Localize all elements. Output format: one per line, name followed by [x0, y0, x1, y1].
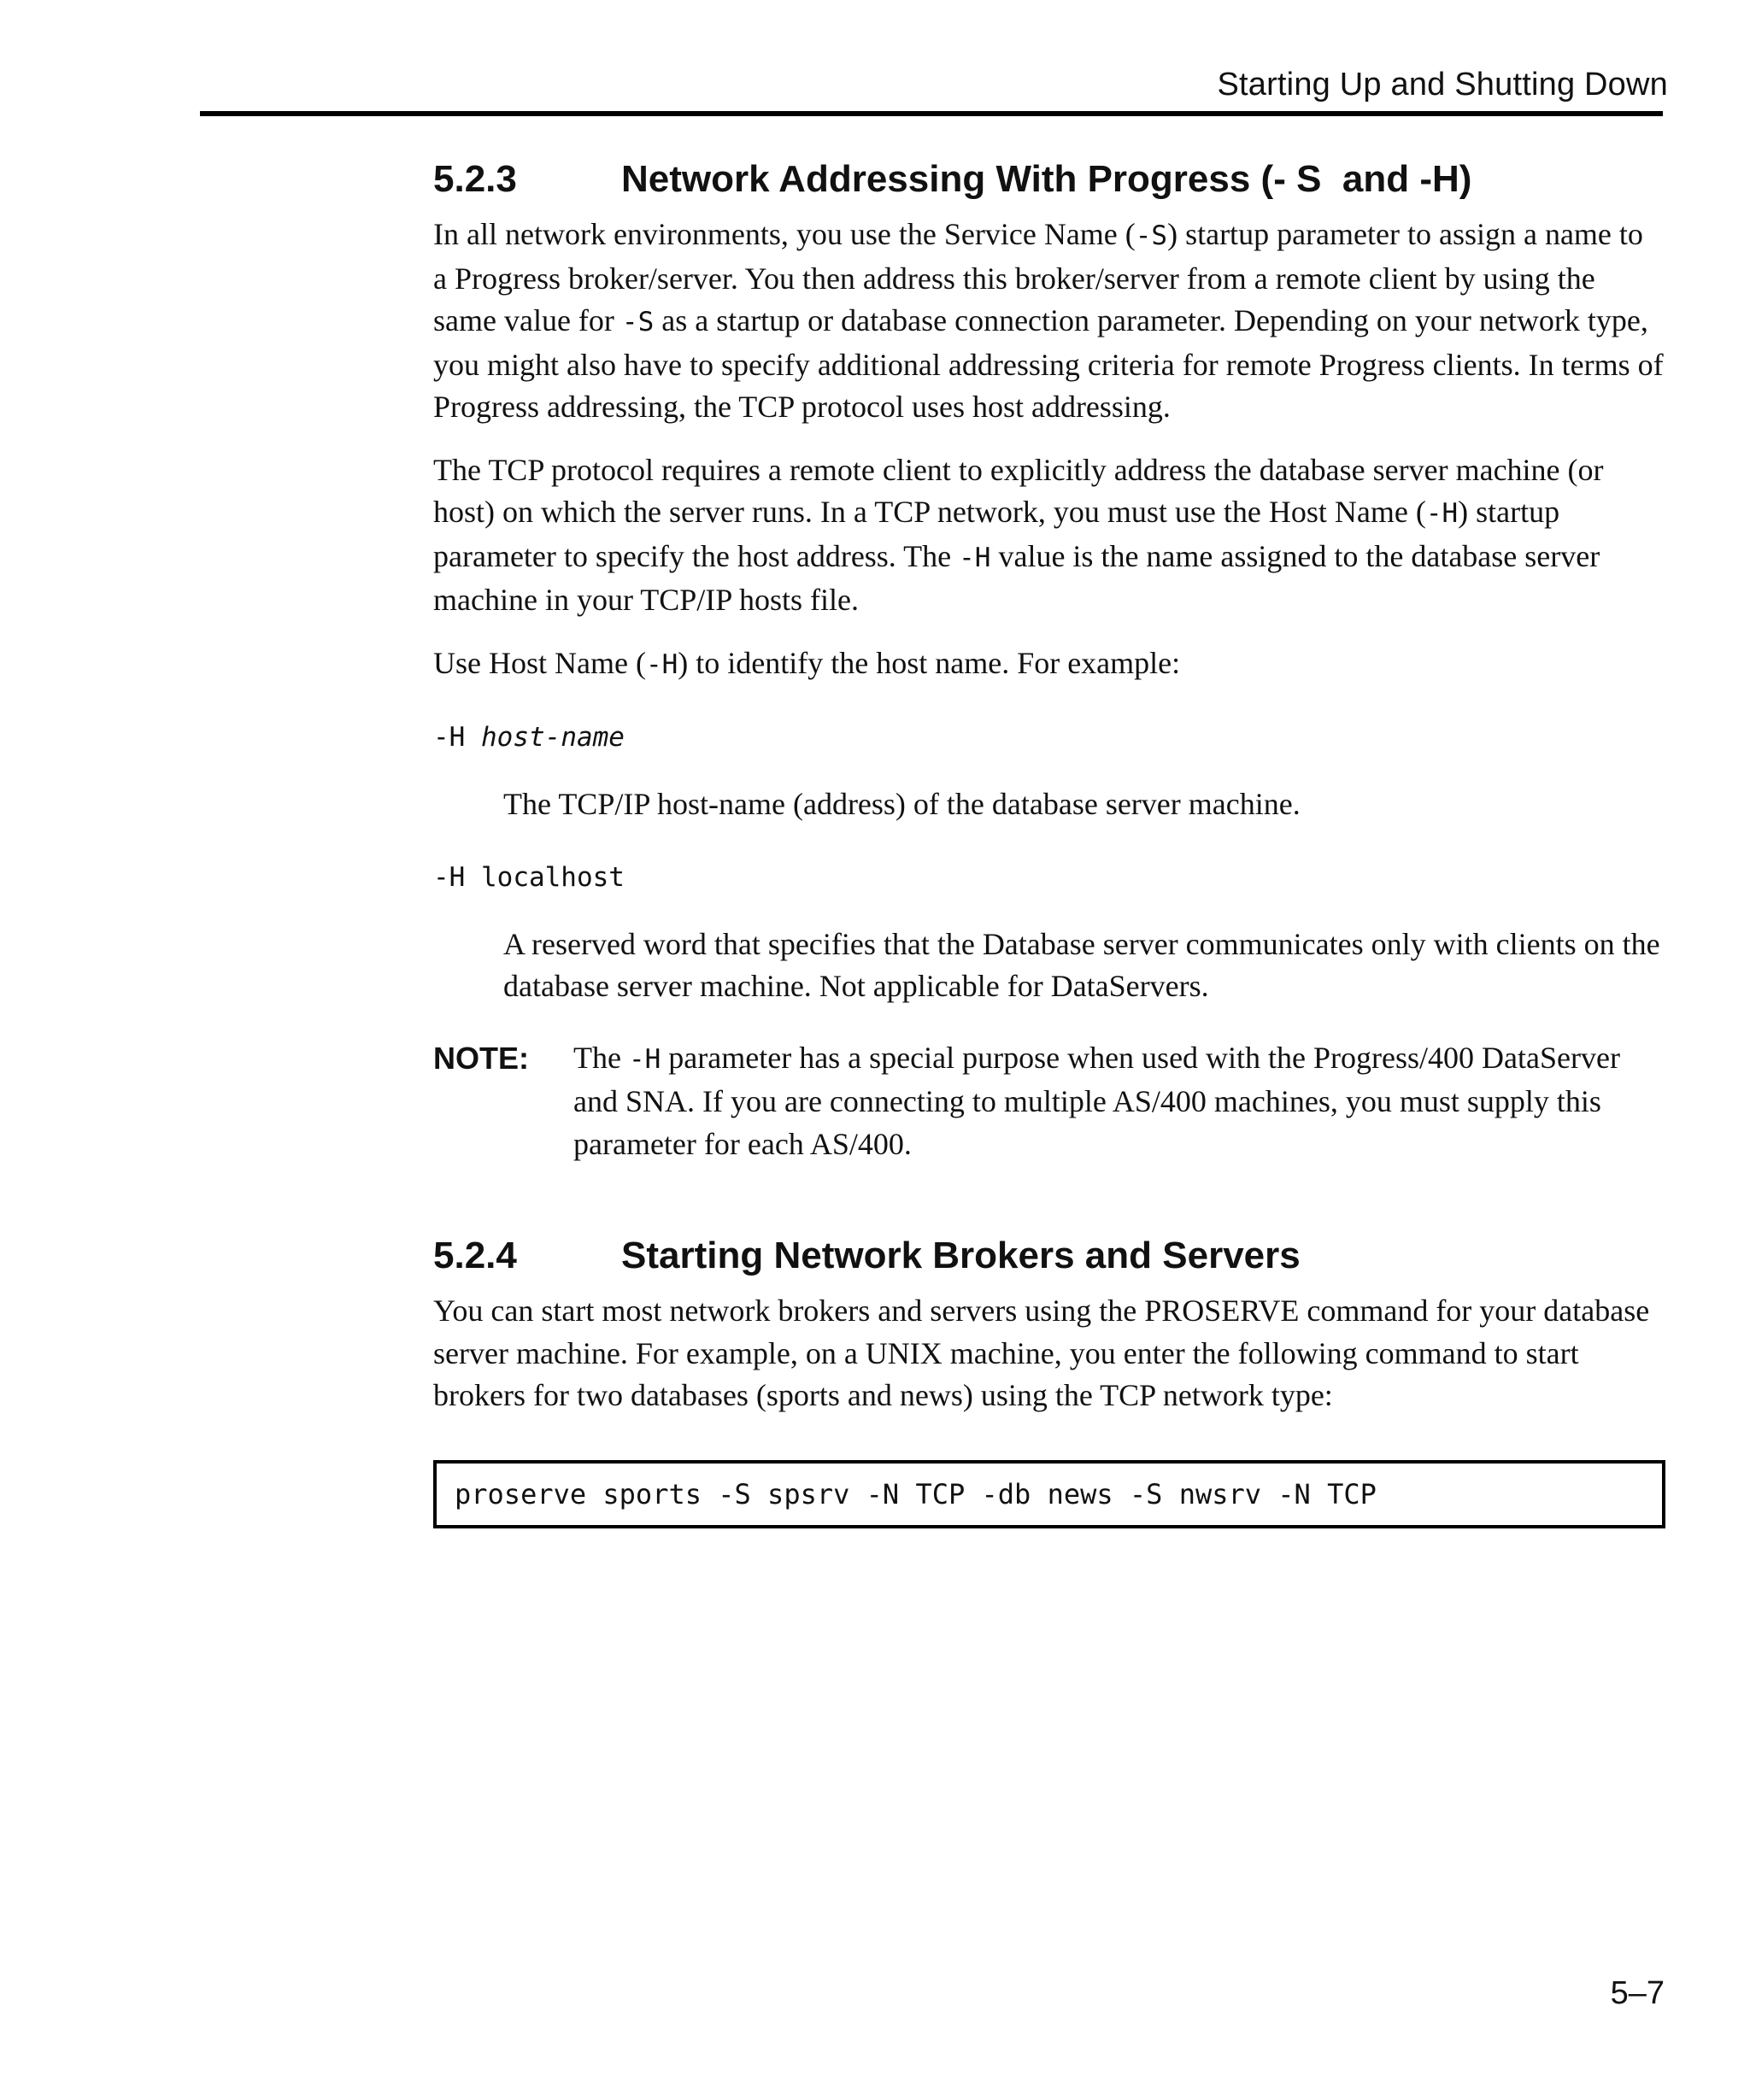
paragraph-service-name	[433, 214, 1664, 429]
paragraph-host-name	[433, 642, 1664, 687]
header-rule	[200, 111, 1663, 116]
syntax-term-description: The TCP/IP host-name (address) of the database server machine.	[503, 787, 1301, 821]
page-number: 5–7	[1610, 1975, 1665, 2011]
section-number: 5.2.4	[433, 1235, 517, 1276]
text-run: ) startup parameter to assign a name to a Progress broker/server. You then address this broker/server from a remote client by using the same value for	[433, 217, 1643, 337]
text-run: ) startup parameter to specify the host address. The	[433, 495, 1560, 573]
text-run: The	[573, 1040, 629, 1075]
section-heading-5-2-4	[433, 1230, 1664, 1282]
note-label: NOTE:	[433, 1040, 529, 1076]
text-run: Use Host Name (	[433, 645, 646, 680]
code-inline: -S	[1135, 220, 1168, 251]
syntax-argument: host-name	[481, 722, 625, 753]
code-inline: -H	[959, 542, 991, 573]
code-inline: -H	[628, 1043, 661, 1075]
syntax-flag: -H	[433, 722, 466, 753]
running-header: Starting Up and Shutting Down	[1217, 67, 1668, 103]
text-run: parameter has a special purpose when used with the Progress/400 DataServer and SNA. If you are connecting to multiple AS/400 machines, you must supply this parameter for each AS/400.	[573, 1040, 1620, 1161]
text-run: value is the name assigned to the database server machine in your TCP/IP hosts file.	[433, 538, 1600, 617]
section-title: Network Addressing With Progress (- S and -H)	[621, 158, 1472, 200]
text-run: as a startup or database connection parameter. Depending on your network type, you might also have to specify additional addressing criteria for remote Progress clients. In terms of Progress addressing, the TCP protocol uses host addressing.	[433, 303, 1664, 424]
text-run: The TCP protocol requires a remote client to explicitly address the database server machine (or host) on which the server runs. In a TCP network, you must use the Host Name (	[433, 452, 1604, 529]
note-body	[573, 1037, 1664, 1166]
paragraph-proserve: You can start most network brokers and servers using the PROSERVE command for your database server machine. For example, on a UNIX machine, you enter the following command to start brokers for two databases (sports and news) using the TCP network type:	[433, 1293, 1650, 1412]
syntax-term-description: A reserved word that specifies that the Database server communicates only with clients on the database server machine. Not applicable for DataServers.	[503, 926, 1660, 1003]
section-title: Starting Network Brokers and Servers	[621, 1235, 1301, 1276]
section-number: 5.2.3	[433, 158, 517, 200]
note-block	[433, 1037, 1664, 1166]
page-content	[433, 154, 1664, 1528]
syntax-term-host-name	[433, 720, 1664, 754]
text-run: In all network environments, you use the Service Name (	[433, 217, 1136, 251]
code-inline: -H	[1425, 498, 1459, 529]
paragraph-tcp-protocol	[433, 449, 1664, 622]
syntax-term-localhost: -H localhost	[433, 861, 625, 893]
section-heading-5-2-3	[433, 154, 1664, 205]
code-inline: -H	[645, 648, 678, 680]
code-example-box	[433, 1460, 1665, 1528]
code-example: proserve sports -S spsrv -N TCP -db news -S nwsrv -N TCP	[455, 1477, 1377, 1510]
text-run: ) to identify the host name. For example:	[678, 645, 1181, 680]
code-inline: -S	[621, 307, 655, 337]
